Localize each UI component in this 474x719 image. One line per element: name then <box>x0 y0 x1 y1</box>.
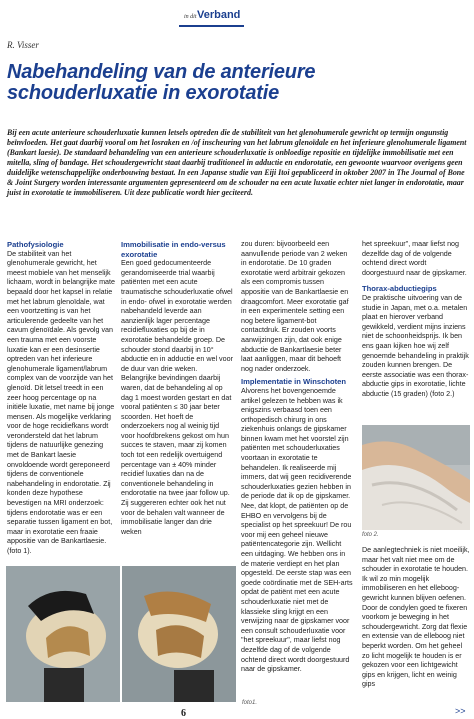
paragraph-aanlegtechniek: De aanlegtechniek is niet moeilijk, maar het valt niet mee om de schouder in exorotatie te houden. Ik wil zo min mogelijk immobiliseren en het elleboog-gewricht kunnen blijven oefenen. Door de condylen goed te fixeren voorkom je beweging in het schoudergewricht. Zorg dat flexie en extensie van de elleboog niet beperkt worden. Om het geheel zo licht mogelijk te houden is er gekozen voor een lichtgewicht gips en krijgen, licht en weinig gips <box>362 546 470 689</box>
continue-marker: >> <box>455 706 466 716</box>
photo-2-thorax-cast <box>362 425 470 530</box>
paragraph-immobilisatie: Een goed gedocumenteerde gerandomiseerde trial waarbij patiënten met een acute traumatische schouderluxatie ofwel in endo- ofwel in exorotatie werden nabehandeld leverde aan aanzienlijk lager percentage recidiefluxaties op bij de in exorotatie behandelde groep. De schouder stond daarbij in 10° abductie en in adductie en wel voor de duur van drie weken. Belangrijke bevindingen daarbij waren, dat de behandeling al op dag 1 moest worden gestart en dat vooral patiënten ≤ 30 jaar beter scoorden. Het hoeft de onderzoekers nog al weinig tijd voor hoofdbrekens gekost om hun succes te staven, maar zij komen toch tot een redelijk overtuigend percentage van ± 40% minder recidief luxaties dan na de conventionele behandeling in endorotatie na twee jaar follow up. Zij suggereren echter ook het nut voor de behalen valt wanneer de immobilisatie langer dan drie weken <box>121 259 233 536</box>
article-author: R. Visser <box>7 40 39 50</box>
article-intro: Bij een acute anterieure schouderluxatie kunnen letsels optreden die de stabiliteit van het glenohumerale gewricht op termijn ongunstig beïnvloeden. Het gaat daarbij vooral om het losraken en /of inscheuring van het labrum glenoïdale en het inferieure glenohumerale ligament (Bankart laesie). De standaard behandeling van een anterieure schouderluxatie is onbloedige repositie en tijdelijke immobilisatie met een mitella, sling of bandage. Het schoudergewricht staat daarbij traditioneel in adductie en endorotatie, een gewoonte waarvoor overigens geen duidelijke wetenschappelijke onderbouwing bestaat. In een Japanse studie van Eiji Itoi gepubliceerd in oktober 2007 in The Journal of Bone & Joint Surgery worden interessante argumenten gepresenteerd om de schouder na een acute luxatie echter niet langer in endorotatie, maar juist in exorotatie te immobiliseren. Uit deze publicatie wordt hier geciteerd. <box>7 128 467 197</box>
caption-photo-2: foto 2. <box>362 532 379 538</box>
paragraph-continuation: zou duren: bijvoorbeeld een aanvullende periode van 2 weken in endorotatie. De 10 graden exorotatie werd arbitrair gekozen als een compromis tussen appositie van de Bankartlaesie en draagcomfort. Meer exorotatie gaf in een experimentele setting een nog betere ligament-bot contactdruk. Er zouden voorts aanwijzingen zijn, dat ook enige abductie de Bankartlaesie beter laat aanliggen, maar dit behoeft nog nader onderzoek. <box>241 240 349 373</box>
column-4 <box>362 240 470 400</box>
heading-immobilisatie: Immobilisatie in endo-versus exorotatie <box>121 240 226 259</box>
header-section-prefix: in dit <box>184 14 197 20</box>
article-title: Nabehandeling van de anterieure schouderluxatie in exorotatie <box>7 61 316 104</box>
column-2 <box>121 240 234 537</box>
header-section-name: Verband <box>197 9 241 21</box>
heading-thorax-abductiegips: Thorax-abductiegips <box>362 284 437 294</box>
column-3 <box>241 240 354 675</box>
heading-pathofysiologie: Pathofysiologie <box>7 240 64 249</box>
column-1 <box>7 240 115 557</box>
page-number: 6 <box>181 708 186 719</box>
paragraph-spreekuur: het spreekuur", maar liefst nog dezelfde dag of de volgende ochtend direct wordt doorgestuurd naar de gipskamer. <box>362 240 467 277</box>
header-divider <box>179 25 244 27</box>
column-4-lower <box>362 546 470 690</box>
paragraph-pathofysiologie: De stabiliteit van het glenohumerale gewricht, het meest mobiele van het menselijk lichaam, wordt in belangrijke mate bepaald door het kapsel in relatie met het labrum glenoïdale, wat een voortzetting is van het articulerende gedeelte van het cavum glenoïdale. Als gevolg van een trauma met een voorste luxatie kan er een desinsertie optreden van het inferieure glenohumerale ligament/labrum complex van de voorzijde van het glenoïd. Dit letsel treedt in een zeer hoog percentage op na initiële luxatie, met name bij jonge mensen. Als mogelijke verklaring voor de hoge recidiefkans wordt verondersteld dat het labrum tijdens de natuurlijke genezing met de Bankart laesie onvoldoende wordt gereponeerd tijdens de conventionele nabehandeling in endorotatie. Zij konden deze hypothese bevestigen na MRI onderzoek: tijdens endorotatie was er een separatie tussen ligament en bot, maar in exorotatie een fraaie appositie van de Bankartlaesie. (foto 1). <box>7 249 115 555</box>
caption-photo-1: foto1. <box>242 700 258 706</box>
photo-1-shoulder-models <box>6 566 236 702</box>
paragraph-thorax-abductiegips: De praktische uitvoering van de studie in Japan, met o.a. metalen plaat en hierover verband gewikkeld, verdient mijns inziens niet de schoonheidsprijs. Ik ben ens gaan kijken hoe wij zelf genoemde behandeling in praktijk zouden kunnen brengen. De eerste associatie was een thorax-abductie gips in exorotatie, lichte abductie (15 graden) (foto 2.) <box>362 293 469 398</box>
paragraph-implementatie: Alvorens het bovengenoemde artikel gelezen te hebben was ik enigszins verbaasd toen een orthopedisch chirurg in ons ziekenhuis onlangs de gipskamer binnen kwam met het voorstel zijn patiënten met schouderluxaties voortaan in exorotatie te behandelen. Ik realiseerde mij immers, dat wij geen recidiverende schouderluxaties gezien hebben in de periode dat ik op de gipskamer. Nee, dat klopt, de patiënten op de EHBO en vervolgens bij de specialist op het spreekuur! De rou voor mij een geheel nieuwe patiëntencategorie zijn. Wellicht een uitdaging. We hebben ons in de materie verdiept en het plan opgesteld. De eerste stap was een goede coördinatie met de SEH-arts opdat de patiënt met een acute schouderluxatie niet met de klassieke sling krijgt en een verwijzing naar de gipskamer voor een consult schouderluxatie voor "het spreekuur", maar liefst nog dezelfde dag of de volgende ochtend direct wordt doorgestuurd naar de gipskamer. <box>241 386 353 674</box>
heading-implementatie: Implementatie in Winschoten <box>241 377 346 387</box>
